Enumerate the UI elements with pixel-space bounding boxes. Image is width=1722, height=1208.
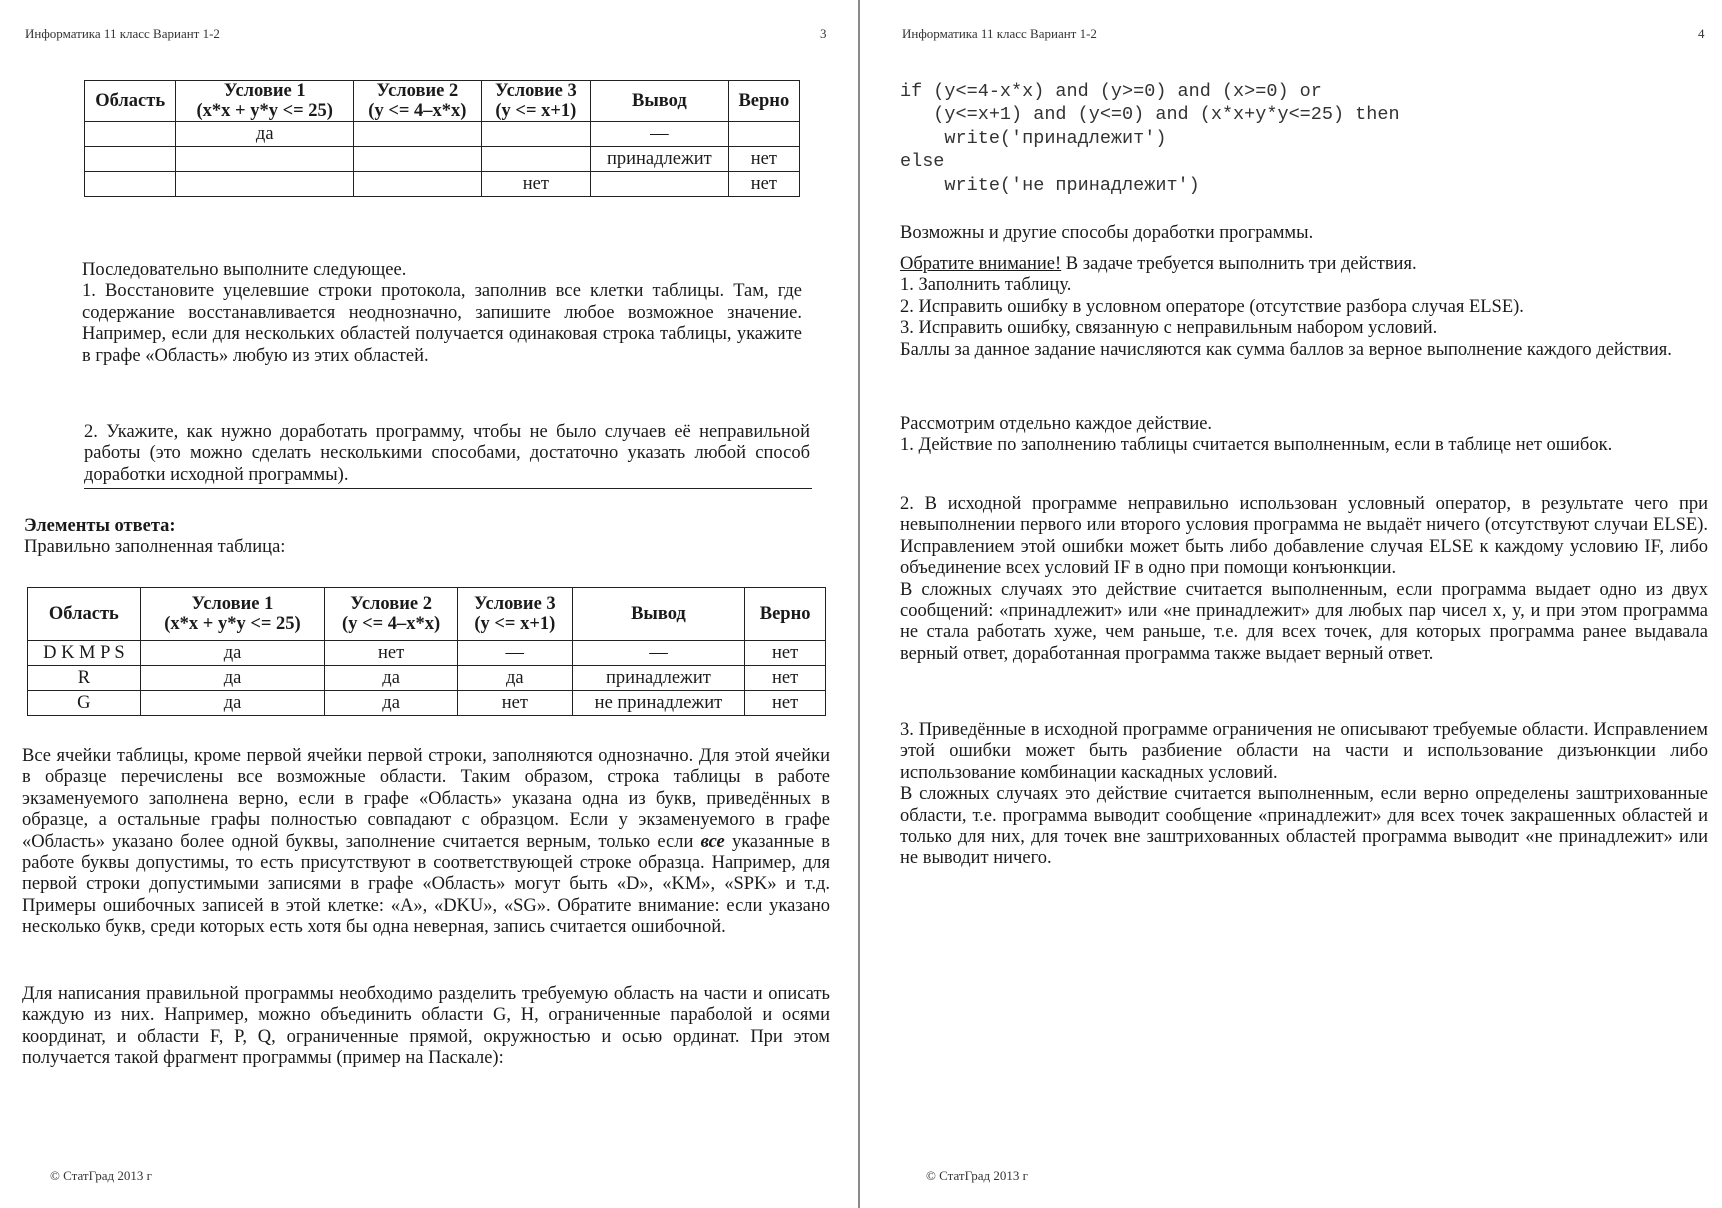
table-row (28, 666, 826, 691)
col-cond1 (140, 588, 325, 641)
page-header: Информатика 11 класс Вариант 1-2 (25, 26, 220, 41)
col-cond1-title: Условие 1 (191, 594, 274, 614)
cell: D K M P S (28, 641, 141, 666)
cell: да (140, 666, 325, 691)
col-cond3-title: Условие 3 (495, 81, 577, 101)
other-ways: Возможны и другие способы доработки программы. (900, 223, 1314, 243)
criterion-1: 1. Действие по заполнению таблицы считается выполненным, если в таблице нет ошибок. (900, 435, 1613, 456)
cell (85, 147, 176, 172)
col-cond2-expr: (y <= 4–x*x) (368, 101, 467, 121)
answer-intro: Правильно заполненная таблица: (24, 537, 286, 558)
table-header-row (28, 588, 826, 641)
page-left (0, 0, 860, 1208)
table-row (85, 122, 800, 147)
criterion-2-main: 2. В исходной программе неправильно использован условный оператор, в результате чего при невыполнении первого или второго условия программа не выдаёт ничего (отсутствуют случаи ELSE). Исправлением этой ошибки может быть либо добавление случая ELSE к каждому условию IF, либо объединение всех условий IF в одно при помощи конъюнкции. (900, 494, 1708, 579)
section-divider (84, 488, 812, 489)
explanation-paragraph-2: Для написания правильной программы необходимо разделить требуемую область на части и описать каждую из них. Например, можно объединить области G, H, ограниченные параболой и осями координат, и области F, P, Q, ограниченные прямой, окружностью и осью ординат. При этом получается такой фрагмент программы (пример на Паскале): (22, 984, 830, 1069)
cell: G (28, 691, 141, 716)
cell: нет (481, 172, 590, 197)
cell: нет (745, 666, 826, 691)
cell: R (28, 666, 141, 691)
col-cond2-title: Условие 2 (376, 81, 459, 101)
col-cond2 (354, 81, 482, 122)
criterion-2 (900, 494, 1708, 665)
cell: не принадлежит (572, 691, 745, 716)
cell (176, 172, 354, 197)
consider-block (900, 414, 1708, 457)
cell: нет (745, 641, 826, 666)
pascal-code-block: if (y<=4-x*x) and (y>=0) and (x>=0) or (y<=x+1) and (y<=0) and (x*x+y*y<=25) then write('принадлежит') else write('не принадлежит') (900, 81, 1400, 196)
cell: нет (745, 691, 826, 716)
col-area: Область (28, 588, 141, 641)
col-area: Область (85, 81, 176, 122)
col-output: Вывод (572, 588, 745, 641)
explanation-paragraph-1 (22, 746, 830, 939)
table-row (28, 691, 826, 716)
col-cond2 (325, 588, 458, 641)
task-item-1: 1. Восстановите уцелевшие строки протокола, заполнив все клетки таблицы. Там, где содержание восстанавливается неоднозначно, запишите любое возможное значение. Например, если для нескольких областей получается одинаковая строка таблицы, укажите в графе «Область» любую из этих областей. (82, 281, 802, 366)
attention-line (900, 254, 1708, 275)
cell: да (176, 122, 354, 147)
cell: нет (325, 641, 458, 666)
col-correct: Верно (745, 588, 826, 641)
cell (481, 122, 590, 147)
table-header-row (85, 81, 800, 122)
criterion-3-main: 3. Приведённые в исходной программе ограничения не описывают требуемые области. Исправлением этой ошибки может быть разбиение области на части и использование дизъюнкции либо использование комбинации каскадных условий. (900, 720, 1708, 783)
cell (354, 147, 482, 172)
action-3: 3. Исправить ошибку, связанную с неправильным набором условий. (900, 318, 1438, 339)
attention-text: В задаче требуется выполнить три действия. (1065, 254, 1417, 274)
col-cond1-expr: (x*x + y*y <= 25) (196, 101, 333, 121)
criterion-3-complex: В сложных случаях это действие считается выполненным, если верно определены заштрихованные области, т.е. программа выводит сообщение «принадлежит» для всех точек закрашенных областей и только для них, для точек вне заштрихованных областей программа выводит «не принадлежит» или не выводит ничего. (900, 784, 1708, 869)
answer-table (27, 587, 826, 716)
col-cond1-expr: (x*x + y*y <= 25) (164, 614, 301, 634)
cell: да (140, 691, 325, 716)
scoring-note: Баллы за данное задание начисляются как сумма баллов за верное выполнение каждого действия. (900, 339, 1672, 360)
col-cond3-expr: (y <= x+1) (495, 101, 577, 121)
table-row (85, 147, 800, 172)
page-footer: © СтатГрад 2013 г (926, 1168, 1028, 1183)
page-right (862, 0, 1722, 1208)
para1-part-b: указанные в работе буквы допустимы, то есть присутствуют в соответствующей строке образца. Например, для первой строки допустимыми записями в графе «Область» могут быть «D», «KM», «SPK» и т.д. Примеры ошибочных записей в этой клетке: «A», «DKU», «SG». Обратите внимание: если указано несколько букв, среди которых есть хотя бы одна неверная, запись считается ошибочной. (22, 831, 830, 938)
col-cond2-expr: (y <= 4–x*x) (342, 614, 441, 634)
para1-part-a: Все ячейки таблицы, кроме первой ячейки первой строки, заполняются однозначно. Для этой ячейки в образце перечислены все возможные области. Таким образом, строка таблицы в работе экзаменуемого заполнена верно, если в графе «Область» указана одна из букв, приведённых в образце, а остальные графы полностью совпадают с образцом. Если у экзаменуемого в графе «Область» указано более одной буквы, заполнение считается верным, только если (22, 746, 830, 852)
cell: — (457, 641, 572, 666)
table-row (28, 641, 826, 666)
table-row (85, 172, 800, 197)
task-instructions (82, 260, 802, 367)
cell: — (572, 641, 745, 666)
col-correct: Верно (728, 81, 799, 122)
cell (85, 122, 176, 147)
col-cond1 (176, 81, 354, 122)
cell (176, 147, 354, 172)
cell (591, 172, 729, 197)
page-header: Информатика 11 класс Вариант 1-2 (902, 26, 1097, 41)
cell: принадлежит (591, 147, 729, 172)
page-number: 3 (820, 26, 827, 41)
attention-label: Обратите внимание! (900, 254, 1062, 274)
cell (354, 172, 482, 197)
cell: да (325, 666, 458, 691)
para1-emphasis: все (700, 831, 725, 852)
col-cond3 (457, 588, 572, 641)
action-1: 1. Заполнить таблицу. (900, 275, 1072, 296)
col-output: Вывод (591, 81, 729, 122)
cell: да (325, 691, 458, 716)
cell: нет (457, 691, 572, 716)
task-item-2: 2. Укажите, как нужно доработать программу, чтобы не было случаев её неправильной работы (это можно сделать несколькими способами, достаточно указать любой способ доработки исходной программы). (84, 422, 810, 485)
cell (354, 122, 482, 147)
criterion-3 (900, 720, 1708, 870)
cell: да (457, 666, 572, 691)
col-cond2-title: Условие 2 (350, 594, 432, 614)
cell (481, 147, 590, 172)
consider-intro: Рассмотрим отдельно каждое действие. (900, 414, 1213, 434)
cell: принадлежит (572, 666, 745, 691)
col-cond3 (481, 81, 590, 122)
cell: нет (728, 172, 799, 197)
answer-section (24, 516, 824, 559)
task-intro: Последовательно выполните следующее. (82, 260, 407, 280)
task-protocol-table (84, 80, 800, 197)
answer-heading: Элементы ответа: (24, 516, 176, 536)
col-cond1-title: Условие 1 (223, 81, 306, 101)
col-cond3-expr: (y <= x+1) (474, 614, 556, 634)
cell (728, 122, 799, 147)
criterion-2-complex: В сложных случаях это действие считается выполненным, если программа выдает одно из двух сообщений: «принадлежит» или «не принадлежит» для любых пар чисел x, y, и при этом программа не стала работать хуже, чем раньше, т.е. для всех точек, для которых программа ранее выдавала верный ответ, доработанная программа также выдает верный ответ. (900, 579, 1708, 664)
cell (85, 172, 176, 197)
cell: да (140, 641, 325, 666)
page-footer: © СтатГрад 2013 г (50, 1168, 152, 1183)
page-number: 4 (1698, 26, 1705, 41)
action-2: 2. Исправить ошибку в условном операторе (отсутствие разбора случая ELSE). (900, 296, 1524, 317)
attention-block (900, 254, 1708, 361)
col-cond3-title: Условие 3 (473, 594, 556, 614)
cell: — (591, 122, 729, 147)
cell: нет (728, 147, 799, 172)
